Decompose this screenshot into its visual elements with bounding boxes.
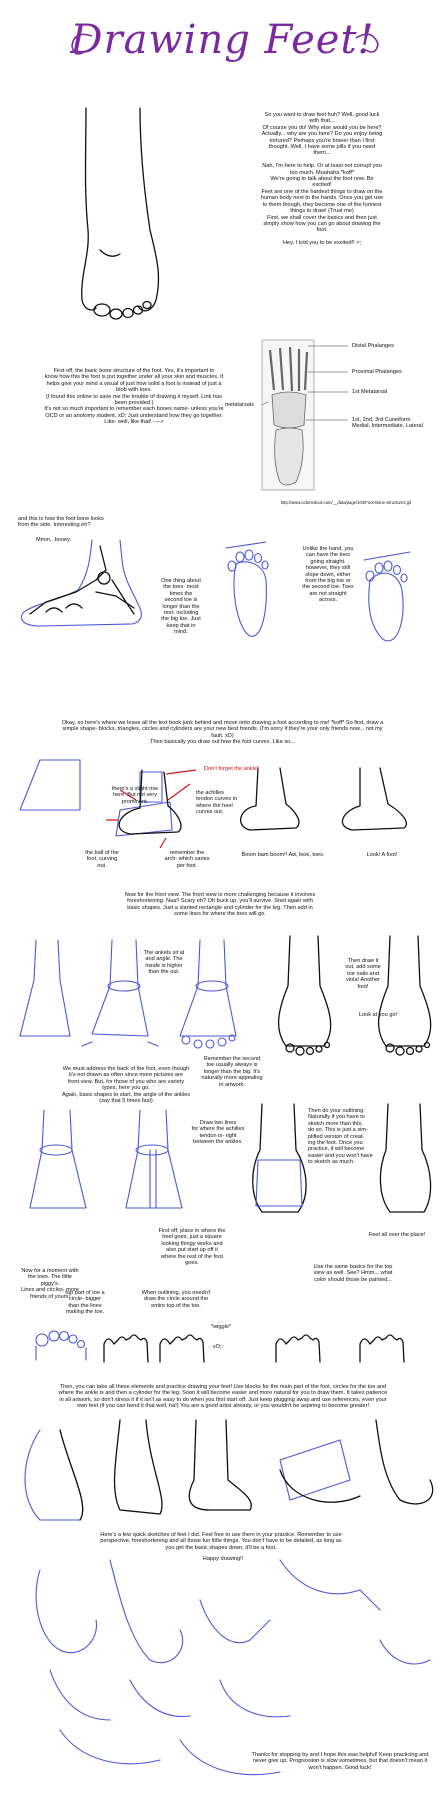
second-toe-longer-note: Remember the second toe usually always is longer than the big. It's naturally more appealing in artwork. bbox=[201, 1056, 263, 1088]
toes-moment-note: Now for a moment with the toes. The little piggy's. Lines and circles- more friends of yours! bbox=[21, 1268, 79, 1300]
bone-label-proximal: Proximal Phalanges bbox=[352, 369, 402, 375]
rise-note: there's a slight rise here. But not very prominent. bbox=[111, 786, 159, 805]
side-bones-text: and this is how the foot bone looks from the side. Interesting eh? bbox=[18, 516, 104, 529]
achilles-note: the achilles tendon curves in where the heel curves out. bbox=[196, 790, 238, 816]
heel-note: First off, place in where the heel goes, just a square looking thingy works and also put start up off it where the rest of the foot goes. bbox=[158, 1228, 226, 1267]
bone-label-distal: Distal Phalanges bbox=[352, 343, 394, 349]
bone-structure-diagram bbox=[262, 340, 348, 490]
happy-drawing: Happy drawing!! bbox=[202, 1556, 244, 1562]
intro-text: So you want to draw feet huh? Well, good luck with that... Of course you do! Why else would you be here? Actually... why are you here? Do you enjoy being tortured? Perhaps you're braver than I first thought. Well, I have some pills if you need them... Nah, I'm here to help. Or at least not corrupt you too much. Muahaha *koff* We're going to talk about the foot now. Be excited! Feet are one of the hardest things to draw on the human body next to the hands. Once you get use to them though, they become one of the funnest things to draw! (Trust me) First, we shall cover the basics and then just simply show how you can go about drawing the foot. Hey, I told you to be excited!! >; bbox=[260, 112, 384, 247]
sketches-text: Here's a few quick sketches of feet I did. Feel free to use them in your practice. Remember to use perspective, foreshortening and all those fun little things. You don't have to be detailed, as long as you get the basic shapes down, it'll be a foot. bbox=[100, 1532, 342, 1551]
boom-note: Boom bam boom!! Aw, look, toes. bbox=[241, 852, 325, 858]
ankle-note: Don't forget the ankle! bbox=[204, 766, 259, 772]
hand-compare-note: Unlike the hand, you can have the toes going straight. however, they still slope down, either from the big toe or the second toe. Toes are not straight across. bbox=[302, 546, 354, 604]
wiggle-note: *wiggle* bbox=[210, 1324, 232, 1330]
boney-note: Mmm.. boney. bbox=[36, 537, 72, 543]
second-toe-note: One thing about the toes- most times the second toe is longer than the rest- including the big toe. Just keep that in mind. bbox=[161, 578, 201, 636]
quick-sketches bbox=[36, 1560, 430, 1775]
top-view-note: Use the same basics for the top view as well. See? Hmm... what color should those be painted... bbox=[313, 1264, 393, 1283]
back-view-text: We must address the back of the foot, even though it's not drawn as often since more pictures are front view. But, for those of you who are variety types, here you go. Again, basic shapes to start, the angle of the ankles (say that 5 times fast) bbox=[61, 1066, 191, 1105]
title-swirls bbox=[72, 34, 378, 54]
look-you-go-note: Look at you go! bbox=[358, 1012, 398, 1018]
outlining-note: Then do your outlining. Naturally if you have to sketch more than this, do so. This is just a sim- plified version of creat- ing the foot. Once you practice, it will become easier and you won't have to sketch as much. bbox=[308, 1108, 373, 1166]
shapes-text: Okay, so here's where we leave all the text book junk behind and move onto drawing a foot according to me! *koff* So first, draw a simple shape- blocks, triangles, circles and cylinders are your new best friends. (I'm sorry if they're your only friends now... not my fault. xD) Then basically you draw out how the foot curves. Like so... bbox=[61, 720, 384, 746]
bone-source-url: http://www.ucbmedical.com/__data/page/104/Foot-Bone-Structure3.gif bbox=[280, 500, 412, 505]
front-view-sequence bbox=[20, 936, 431, 1055]
side-bone-foot bbox=[21, 540, 141, 626]
front-view-text: Now for the front view. The front view is more challenging because it involves foreshortening. Naa!! Scary eh? Oh buck up, you'll survive. Start again with basic shapes. Just a slanted rectangle and cylinder for the leg. Then add in some lines for where the toes will go. bbox=[124, 892, 316, 918]
bones-text: First off, the basic bone structure of the foot. Yes, it's important to know how this the foot is put together under all your skin and muscles. It helps give your mind a visual of just how solid a foot is instead of just a blob with toes. (I found this online to save me the trouble of drawing it myself. Link has been provided.) It's not so much important to remember each bones name- unless you're OCD or an anotomy student. xD; Just understand how they go together. Like- well, like that! ----> bbox=[44, 368, 224, 426]
outlining-toe-note: When outlining, you needn't draw the circle around the entire top of the toe. bbox=[141, 1290, 211, 1309]
xo-note: xO;; bbox=[212, 1344, 224, 1350]
intro-foot-drawing bbox=[82, 108, 159, 319]
practice-text: Then, you can take all these elements and practice drawing your feet! Use blocks for the main part of the foot, circles for the toe and where the ankle is and then a cylinder for the leg. Soon it will become easier and more natural for you to draw them. It takes patience in all artwork, so don't stress it if it isn't as easy to do when you first start off. Just keep plugging away and use references, even your own feet (if you can bend it that well, ha!) You are a good artist already, or you wouldn't be aspiring to become greater! bbox=[58, 1384, 388, 1410]
achilles-lines-note: Draw two lines for where the achilles tendon is- right between the ankles. bbox=[191, 1120, 245, 1146]
draw-it-out-note: Then draw it out, add some toe nails and viola! Another foot! bbox=[345, 958, 381, 990]
bone-label-metatarsals: metatarsals bbox=[225, 402, 254, 408]
practice-sketches bbox=[25, 1420, 433, 1520]
feet-all-over-note: Feet all over the place! bbox=[368, 1232, 426, 1238]
bone-label-cuneiform: 1st, 2nd, 3rd Cuneiform Medial, Intermediate, Lateral bbox=[352, 417, 423, 430]
arch-note: remember the arch- which varies per foot. bbox=[164, 850, 210, 869]
page-title: Drawing Feet! bbox=[70, 17, 375, 63]
look-foot-note: Look! A foot! bbox=[366, 852, 398, 858]
bone-label-1st-metatarsal: 1st Metatarsal bbox=[352, 389, 388, 395]
ankles-angle-note: The ankels sit at and angle. The inside is higher than the out. bbox=[143, 950, 185, 976]
top-part-toe-note: top part of toe a circle- bigger than the lines making the toe. bbox=[65, 1290, 105, 1316]
thanks-text: Thanks for stopping by and I hope this was helpful! Keep practicing and never give up. Progression is slow sometimes, but that doesn't mean it won't happen. Good luck! bbox=[251, 1752, 429, 1771]
ball-note: the ball of the foot, curving out. bbox=[85, 850, 119, 869]
